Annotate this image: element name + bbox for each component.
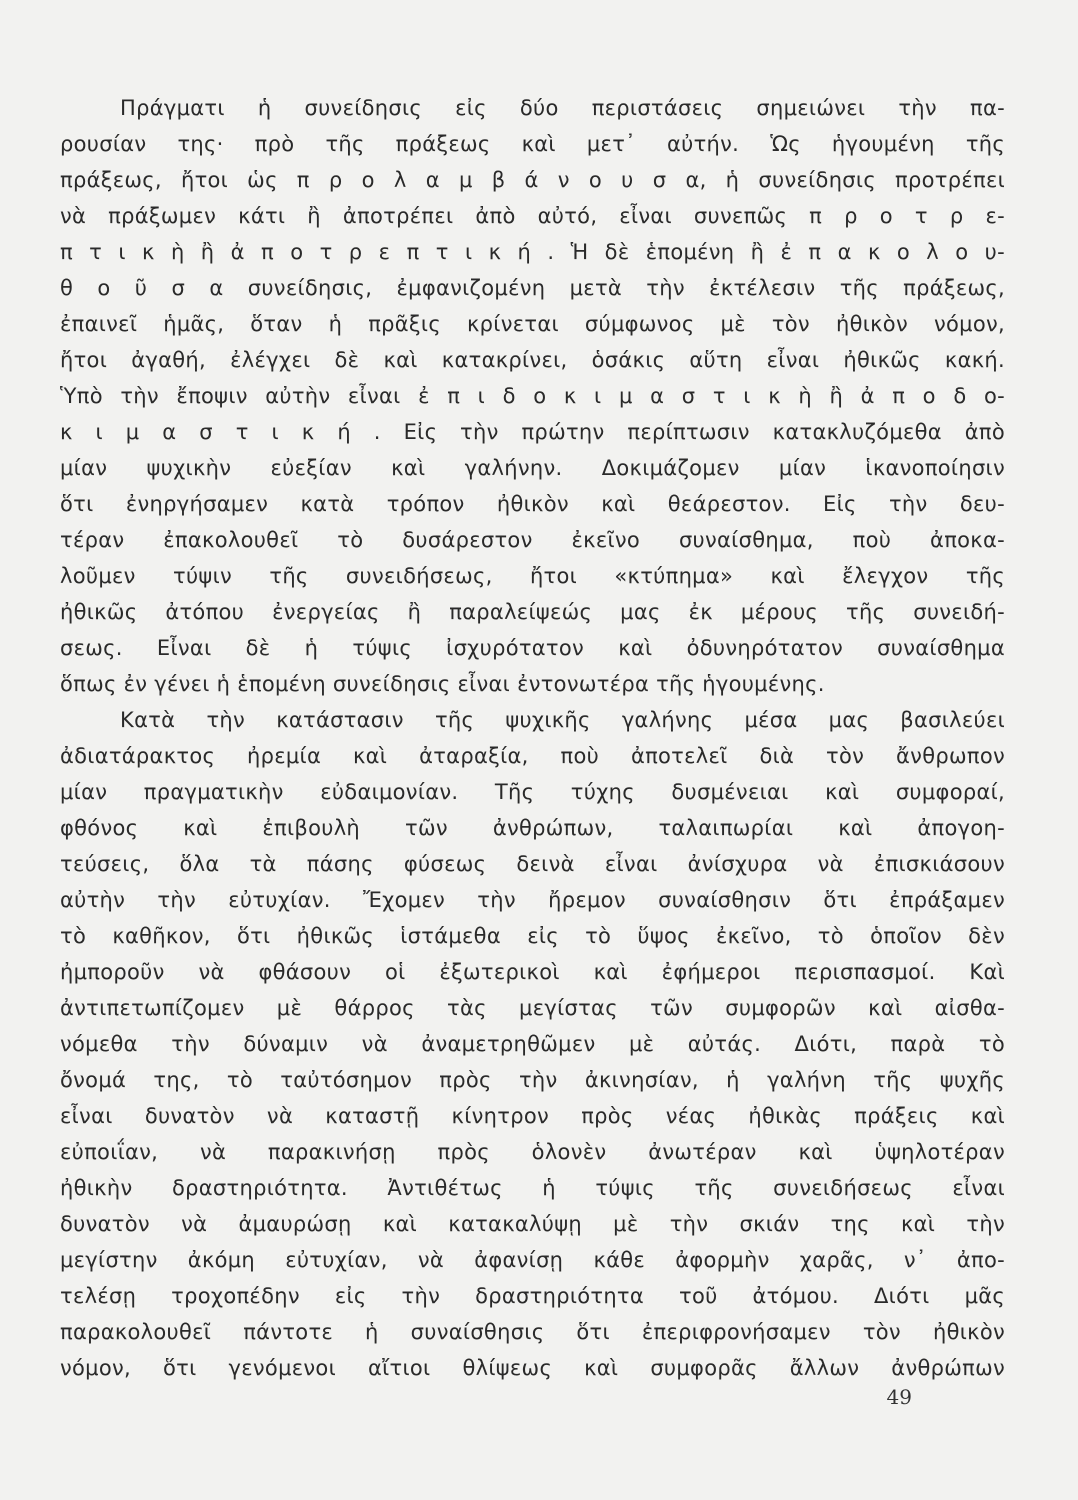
text-line: ἀδιατάρακτος ἠρεμία καὶ ἀταραξία, ποὺ ἀποτελεῖ διὰ τὸν ἄνθρωπον (60, 744, 1005, 768)
text-line: ἤτοι ἀγαθή, ἐλέγχει δὲ καὶ κατακρίνει, ὁσάκις αὕτη εἶναι ἠθικῶς κακή. (60, 348, 1005, 372)
text-line: ὅπως ἐν γένει ἡ ἑπομένη συνείδησις εἶναι ἐντονωτέρα τῆς ἡγουμένης. (60, 672, 825, 696)
page-number: 49 (886, 1385, 912, 1409)
text-line: μεγίστην ἀκόμη εὐτυχίαν, νὰ ἀφανίσῃ κάθε ἀφορμὴν χαρᾶς, ν᾽ ἀπο- (60, 1248, 1005, 1272)
text-line: Πράγματι ἡ συνείδησις εἰς δύο περιστάσεις σημειώνει τὴν πα- (120, 96, 1005, 120)
text-line: ἠθικὴν δραστηριότητα. Ἀντιθέτως ἡ τύψις τῆς συνειδήσεως εἶναι (60, 1176, 1005, 1200)
text-line: Κατὰ τὴν κατάστασιν τῆς ψυχικῆς γαλήνης μέσα μας βασιλεύει (120, 708, 1005, 732)
text-line: τὸ καθῆκον, ὅτι ἠθικῶς ἱστάμεθα εἰς τὸ ὕψος ἐκεῖνο, τὸ ὁποῖον δὲν (60, 924, 1005, 948)
text-line: θ ο ῦ σ α συνείδησις, ἐμφανιζομένη μετὰ τὴν ἐκτέλεσιν τῆς πράξεως, (60, 276, 1005, 300)
text-line: ἠθικῶς ἀτόπου ἐνεργείας ἢ παραλείψεώς μας ἐκ μέρους τῆς συνειδή- (60, 600, 1005, 624)
text-line: ὄνομά της, τὸ ταὐτόσημον πρὸς τὴν ἀκινησίαν, ἡ γαλήνη τῆς ψυχῆς (60, 1068, 1005, 1092)
text-line: πράξεως, ἤτοι ὡς π ρ ο λ α μ β ά ν ο υ σ α, ἡ συνείδησις προτρέπει (60, 168, 1005, 192)
text-line: νὰ πράξωμεν κάτι ἢ ἀποτρέπει ἀπὸ αὐτό, εἶναι συνεπῶς π ρ ο τ ρ ε- (60, 204, 1005, 228)
text-line: φθόνος καὶ ἐπιβουλὴ τῶν ἀνθρώπων, ταλαιπωρίαι καὶ ἀπογοη- (60, 816, 1005, 840)
text-line: νόμεθα τὴν δύναμιν νὰ ἀναμετρηθῶμεν μὲ αὐτάς. Διότι, παρὰ τὸ (60, 1032, 1005, 1056)
text-line: ὅτι ἐνηργήσαμεν κατὰ τρόπον ἠθικὸν καὶ θεάρεστον. Εἰς τὴν δευ- (60, 492, 1005, 516)
text-line: μίαν πραγματικὴν εὐδαιμονίαν. Τῆς τύχης δυσμένειαι καὶ συμφοραί, (60, 780, 1005, 804)
text-line: ρουσίαν της· πρὸ τῆς πράξεως καὶ μετ᾽ αὐτήν. Ὡς ἡγουμένη τῆς (60, 132, 1005, 156)
text-line: λοῦμεν τύψιν τῆς συνειδήσεως, ἤτοι «κτύπημα» καὶ ἔλεγχον τῆς (60, 564, 1005, 588)
text-line: π τ ι κ ὴ ἢ ἀ π ο τ ρ ε π τ ι κ ή . Ἡ δὲ ἑπομένη ἢ ἐ π α κ ο λ ο υ- (60, 240, 1005, 264)
text-line: τεύσεις, ὅλα τὰ πάσης φύσεως δεινὰ εἶναι ἀνίσχυρα νὰ ἐπισκιάσουν (60, 852, 1005, 876)
text-line: μίαν ψυχικὴν εὐεξίαν καὶ γαλήνην. Δοκιμάζομεν μίαν ἱκανοποίησιν (60, 456, 1005, 480)
text-line: αὐτὴν τὴν εὐτυχίαν. Ἔχομεν τὴν ἤρεμον συναίσθησιν ὅτι ἐπράξαμεν (60, 888, 1005, 912)
text-line: εὐποιΐαν, νὰ παρακινήσῃ πρὸς ὁλονὲν ἀνωτέραν καὶ ὑψηλοτέραν (60, 1140, 1005, 1164)
text-line: δυνατὸν νὰ ἀμαυρώσῃ καὶ κατακαλύψῃ μὲ τὴν σκιάν της καὶ τὴν (60, 1212, 1005, 1236)
text-line: τελέσῃ τροχοπέδην εἰς τὴν δραστηριότητα τοῦ ἀτόμου. Διότι μᾶς (60, 1284, 1005, 1308)
text-line: νόμον, ὅτι γενόμενοι αἴτιοι θλίψεως καὶ συμφορᾶς ἄλλων ἀνθρώπων (60, 1356, 1005, 1380)
text-line: ἠμποροῦν νὰ φθάσουν οἱ ἐξωτερικοὶ καὶ ἐφήμεροι περισπασμοί. Καὶ (60, 960, 1005, 984)
text-line: κ ι μ α σ τ ι κ ή . Εἰς τὴν πρώτην περίπτωσιν κατακλυζόμεθα ἀπὸ (60, 420, 1005, 444)
text-line: παρακολουθεῖ πάντοτε ἡ συναίσθησις ὅτι ἐπεριφρονήσαμεν τὸν ἠθικὸν (60, 1320, 1005, 1344)
text-line: ἐπαινεῖ ἡμᾶς, ὅταν ἡ πρᾶξις κρίνεται σύμφωνος μὲ τὸν ἠθικὸν νόμον, (60, 312, 1005, 336)
text-line: ἀντιπετωπίζομεν μὲ θάρρος τὰς μεγίστας τῶν συμφορῶν καὶ αἰσθα- (60, 996, 1005, 1020)
text-line: σεως. Εἶναι δὲ ἡ τύψις ἰσχυρότατον καὶ ὀδυνηρότατον συναίσθημα (60, 636, 1005, 660)
text-line: τέραν ἐπακολουθεῖ τὸ δυσάρεστον ἐκεῖνο συναίσθημα, ποὺ ἀποκα- (60, 528, 1005, 552)
text-line: εἶναι δυνατὸν νὰ καταστῇ κίνητρον πρὸς νέας ἠθικὰς πράξεις καὶ (60, 1104, 1005, 1128)
text-line: Ὑπὸ τὴν ἔποψιν αὐτὴν εἶναι ἐ π ι δ ο κ ι μ α σ τ ι κ ὴ ἢ ἀ π ο δ ο- (60, 384, 1005, 408)
